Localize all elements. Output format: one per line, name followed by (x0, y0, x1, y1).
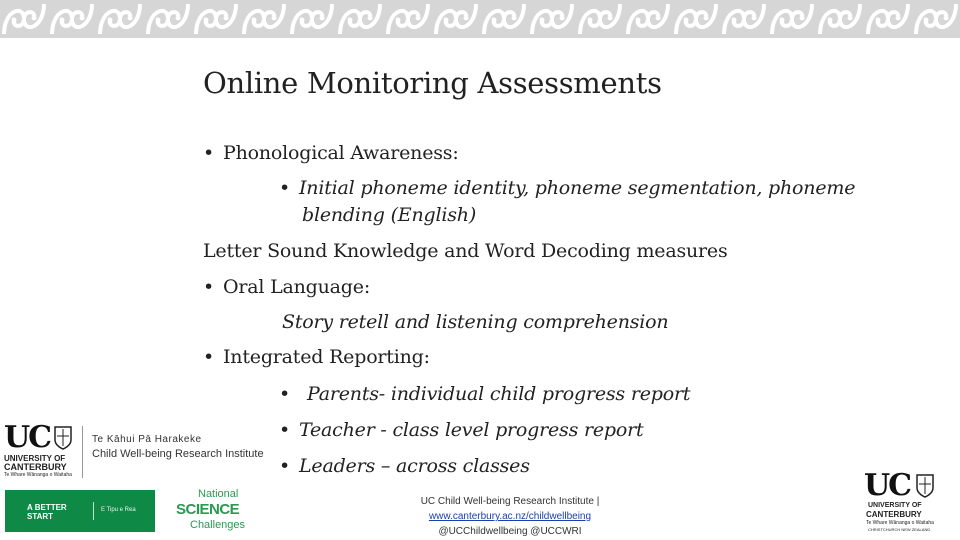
teacher-text: Teacher - class level progress report (299, 419, 644, 441)
phono-detail-line1: Initial phoneme identity, phoneme segmentation, phoneme (299, 177, 856, 199)
a-better-start-logo (5, 490, 155, 532)
bullet: • (203, 142, 215, 164)
nsc-line1: National (198, 488, 239, 500)
footer-line1 (360, 494, 660, 524)
crest-icon (916, 474, 934, 498)
uc-letters-right: UC (864, 468, 911, 503)
university-line2: CANTERBURY (4, 462, 67, 472)
parents-text: Parents- individual child progress report (307, 383, 691, 405)
nsc-line3: Challenges (190, 519, 246, 531)
university-line1: UNIVERSITY OF (4, 454, 66, 463)
tipu-rea-text: E Tipu e Rea (101, 507, 136, 513)
crest-icon (54, 426, 72, 450)
list-item-leaders (279, 455, 530, 477)
nsc-line2: SCIENCE (176, 501, 240, 518)
bullet: • (279, 419, 291, 441)
reporting-label: Integrated Reporting: (223, 346, 430, 368)
list-item-oral (203, 276, 370, 298)
slide-title: Online Monitoring Assessments (203, 66, 662, 100)
list-item-phonological (203, 142, 459, 164)
list-item-teacher (279, 419, 643, 441)
institute-text: Child Well-being Research Institute (92, 448, 264, 460)
list-item-phono-detail (279, 177, 855, 199)
university-maori: Te Whare Wānanga o Waitaha (4, 472, 72, 478)
right-university-maori: Te Whare Wānanga o Waitaha (866, 520, 934, 526)
te-kahui-text: Te Kāhui Pā Harakeke (92, 434, 202, 445)
bullet: • (279, 383, 291, 405)
right-university-nz: CHRISTCHURCH NEW ZEALAND (868, 527, 931, 532)
bullet: • (203, 346, 215, 368)
a-better-start-line1: A BETTER (27, 503, 67, 512)
bullet: • (279, 177, 291, 199)
list-item-parents (279, 383, 690, 405)
right-university-line1: UNIVERSITY OF (868, 502, 922, 509)
footer (360, 494, 660, 539)
uc-letters: UC (4, 420, 51, 455)
letter-sound-heading: Letter Sound Knowledge and Word Decoding measures (203, 240, 728, 262)
oral-label: Oral Language: (223, 276, 371, 298)
a-better-start-line2: START (27, 512, 54, 521)
uc-cwri-logo (2, 420, 262, 482)
footer-prefix: UC Child Well-being Research Institute | (420, 496, 600, 507)
footer-link[interactable]: www.canterbury.ac.nz/childwellbeing (428, 511, 592, 522)
bullet: • (279, 455, 291, 477)
right-university-line2: CANTERBURY (866, 510, 922, 519)
national-science-challenges-logo (158, 488, 258, 534)
oral-detail: Story retell and listening comprehension (282, 311, 669, 333)
list-item-reporting (203, 346, 430, 368)
uc-logo-right (860, 468, 950, 534)
phono-detail-line2: blending (English) (302, 204, 477, 226)
leaders-text: Leaders – across classes (299, 455, 530, 477)
phonological-label: Phonological Awareness: (223, 142, 459, 164)
bullet: • (203, 276, 215, 298)
banner-divider (93, 502, 94, 520)
logo-divider (82, 426, 83, 478)
decorative-banner (0, 0, 960, 38)
footer-line2: @UCChildwellbeing @UCCWRI (438, 526, 582, 537)
